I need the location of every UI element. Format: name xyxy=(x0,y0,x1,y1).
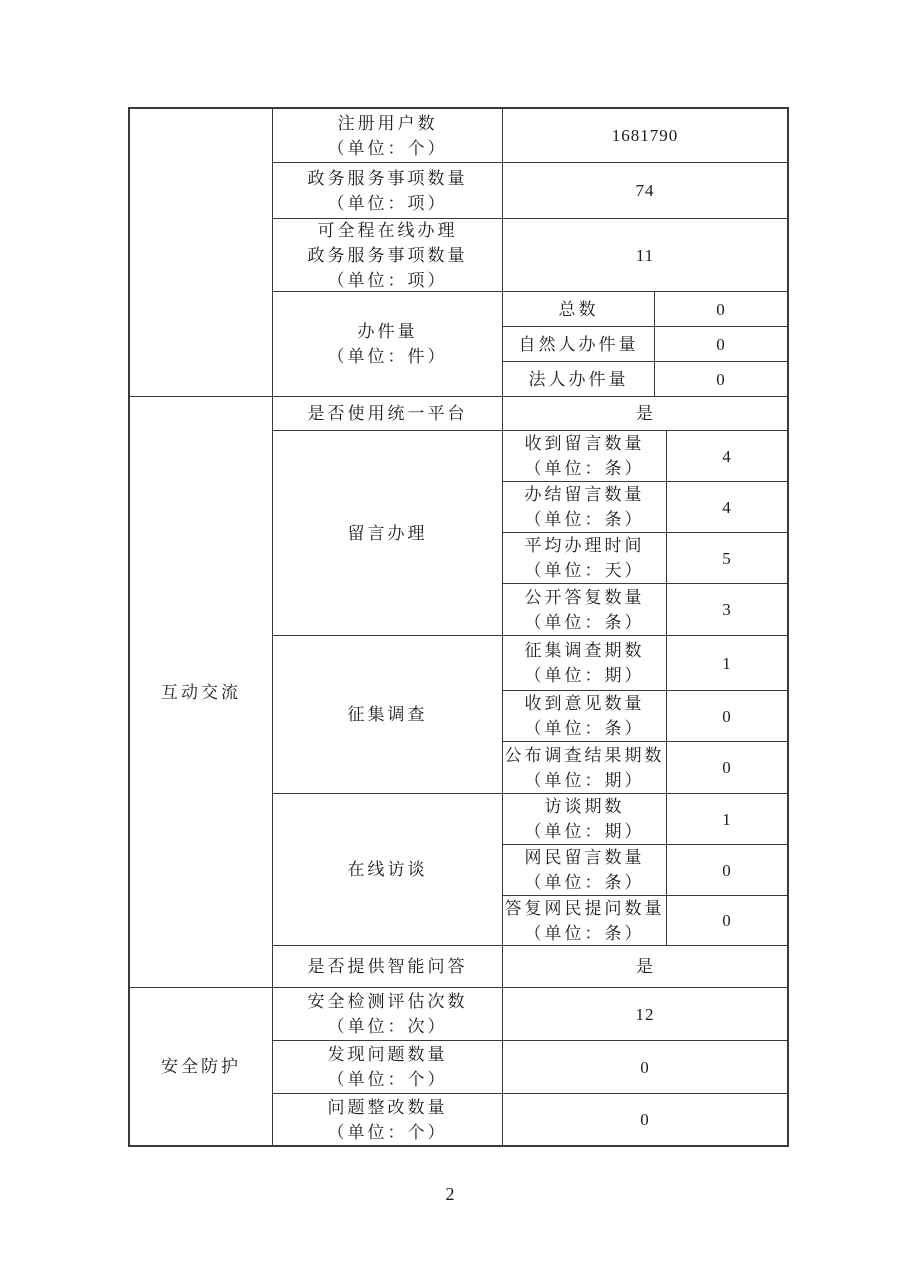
sub-metric-label-interview-issues: 访谈期数 （单位：期） xyxy=(503,794,666,844)
sub-metric-label-natural-person: 自然人办件量 xyxy=(503,327,654,361)
metric-unit: （单位：个） xyxy=(327,138,448,158)
sub-metric-label-netizen-messages: 网民留言数量 （单位：条） xyxy=(503,845,666,895)
sub-metric-unit: （单位：期） xyxy=(524,822,645,841)
sub-metric-value-opinions-received: 0 xyxy=(667,691,787,741)
metric-label-smart-qa: 是否提供智能问答 xyxy=(273,946,502,987)
sub-metric-value-messages-received: 4 xyxy=(667,431,787,481)
metric-label-registered-users: 注册用户数 （单位：个） xyxy=(273,109,502,162)
sub-metric-label-messages-resolved: 办结留言数量 （单位：条） xyxy=(503,482,666,532)
sub-metric-label-legal-person: 法人办件量 xyxy=(503,362,654,396)
sub-metric-value-public-replies: 3 xyxy=(667,584,787,635)
metric-unit: （单位：项） xyxy=(327,270,448,290)
sub-metric-label-total: 总数 xyxy=(503,292,654,326)
category-label: 互动交流 xyxy=(161,682,241,702)
metric-unit: （单位：次） xyxy=(327,1017,448,1036)
metric-label-online-service-items: 可全程在线办理 政务服务事项数量 （单位：项） xyxy=(273,219,502,291)
sub-metric-unit: （单位：条） xyxy=(524,612,645,632)
sub-metric-unit: （单位：天） xyxy=(524,561,645,580)
metric-label-service-items: 政务服务事项数量 （单位：项） xyxy=(273,163,502,218)
metric-unit: （单位：个） xyxy=(327,1122,448,1142)
sub-metric-unit: （单位：期） xyxy=(524,666,645,685)
metric-label-problems-found: 发现问题数量 （单位：个） xyxy=(273,1041,502,1093)
metric-label-problems-fixed: 问题整改数量 （单位：个） xyxy=(273,1094,502,1145)
sub-metric-value-total: 0 xyxy=(655,292,787,326)
page-number: 2 xyxy=(445,1184,455,1204)
sub-metric-unit: （单位：条） xyxy=(524,719,645,738)
category-label: 安全防护 xyxy=(161,1057,241,1076)
category-cell-interaction xyxy=(130,397,272,987)
sub-metric-unit: （单位：条） xyxy=(524,510,645,529)
section-interaction xyxy=(130,397,787,987)
sub-metric-value-interview-issues: 1 xyxy=(667,794,787,844)
sub-metric-value-netizen-questions-answered: 0 xyxy=(667,896,787,945)
sub-metric-label-netizen-questions-answered: 答复网民提问数量 （单位：条） xyxy=(503,896,666,945)
group-label-caseload: 办件量 （单位：件） xyxy=(273,292,502,396)
sub-metric-value-survey-issues: 1 xyxy=(667,636,787,690)
sub-metric-label-survey-issues: 征集调查期数 （单位：期） xyxy=(503,636,666,690)
sub-metric-label-public-replies: 公开答复数量 （单位：条） xyxy=(503,584,666,635)
metric-unit: （单位：个） xyxy=(327,1070,448,1089)
category-cell-security xyxy=(130,988,272,1145)
sub-metric-unit: （单位：条） xyxy=(524,873,645,892)
section-services xyxy=(130,109,787,396)
category-cell xyxy=(130,109,272,396)
group-label-online-interview: 在线访谈 xyxy=(273,794,502,945)
metric-label-unified-platform: 是否使用统一平台 xyxy=(273,397,502,430)
sub-metric-value-natural-person: 0 xyxy=(655,327,787,361)
sub-metric-unit: （单位：期） xyxy=(524,770,645,790)
sub-metric-value-survey-results-published: 0 xyxy=(667,742,787,793)
group-label-message-handling: 留言办理 xyxy=(273,431,502,635)
sub-metric-label-opinions-received: 收到意见数量 （单位：条） xyxy=(503,691,666,741)
metric-label-security-assessments: 安全检测评估次数 （单位：次） xyxy=(273,988,502,1040)
metric-value-online-service-items: 11 xyxy=(503,219,787,291)
sub-metric-unit: （单位：条） xyxy=(524,459,645,478)
annual-report-table xyxy=(128,107,789,1147)
metric-value-service-items: 74 xyxy=(503,163,787,218)
sub-metric-value-messages-resolved: 4 xyxy=(667,482,787,532)
sub-metric-value-netizen-messages: 0 xyxy=(667,845,787,895)
group-label-survey: 征集调查 xyxy=(273,636,502,793)
sub-metric-value-average-handle-time: 5 xyxy=(667,533,787,583)
metric-value-security-assessments: 12 xyxy=(503,988,787,1040)
metric-value-problems-found: 0 xyxy=(503,1041,787,1093)
metric-unit: （单位：项） xyxy=(327,193,448,213)
sub-metric-label-survey-results-published: 公布调查结果期数 （单位：期） xyxy=(503,742,666,793)
section-security xyxy=(130,988,787,1145)
sub-metric-label-messages-received: 收到留言数量 （单位：条） xyxy=(503,431,666,481)
group-unit: （单位：件） xyxy=(327,347,448,366)
metric-value-unified-platform: 是 xyxy=(503,397,787,430)
metric-value-smart-qa: 是 xyxy=(503,946,787,987)
sub-metric-label-average-handle-time: 平均办理时间 （单位：天） xyxy=(503,533,666,583)
metric-value-registered-users: 1681790 xyxy=(503,109,787,162)
sub-metric-value-legal-person: 0 xyxy=(655,362,787,396)
sub-metric-unit: （单位：条） xyxy=(524,923,645,943)
metric-value-problems-fixed: 0 xyxy=(503,1094,787,1145)
